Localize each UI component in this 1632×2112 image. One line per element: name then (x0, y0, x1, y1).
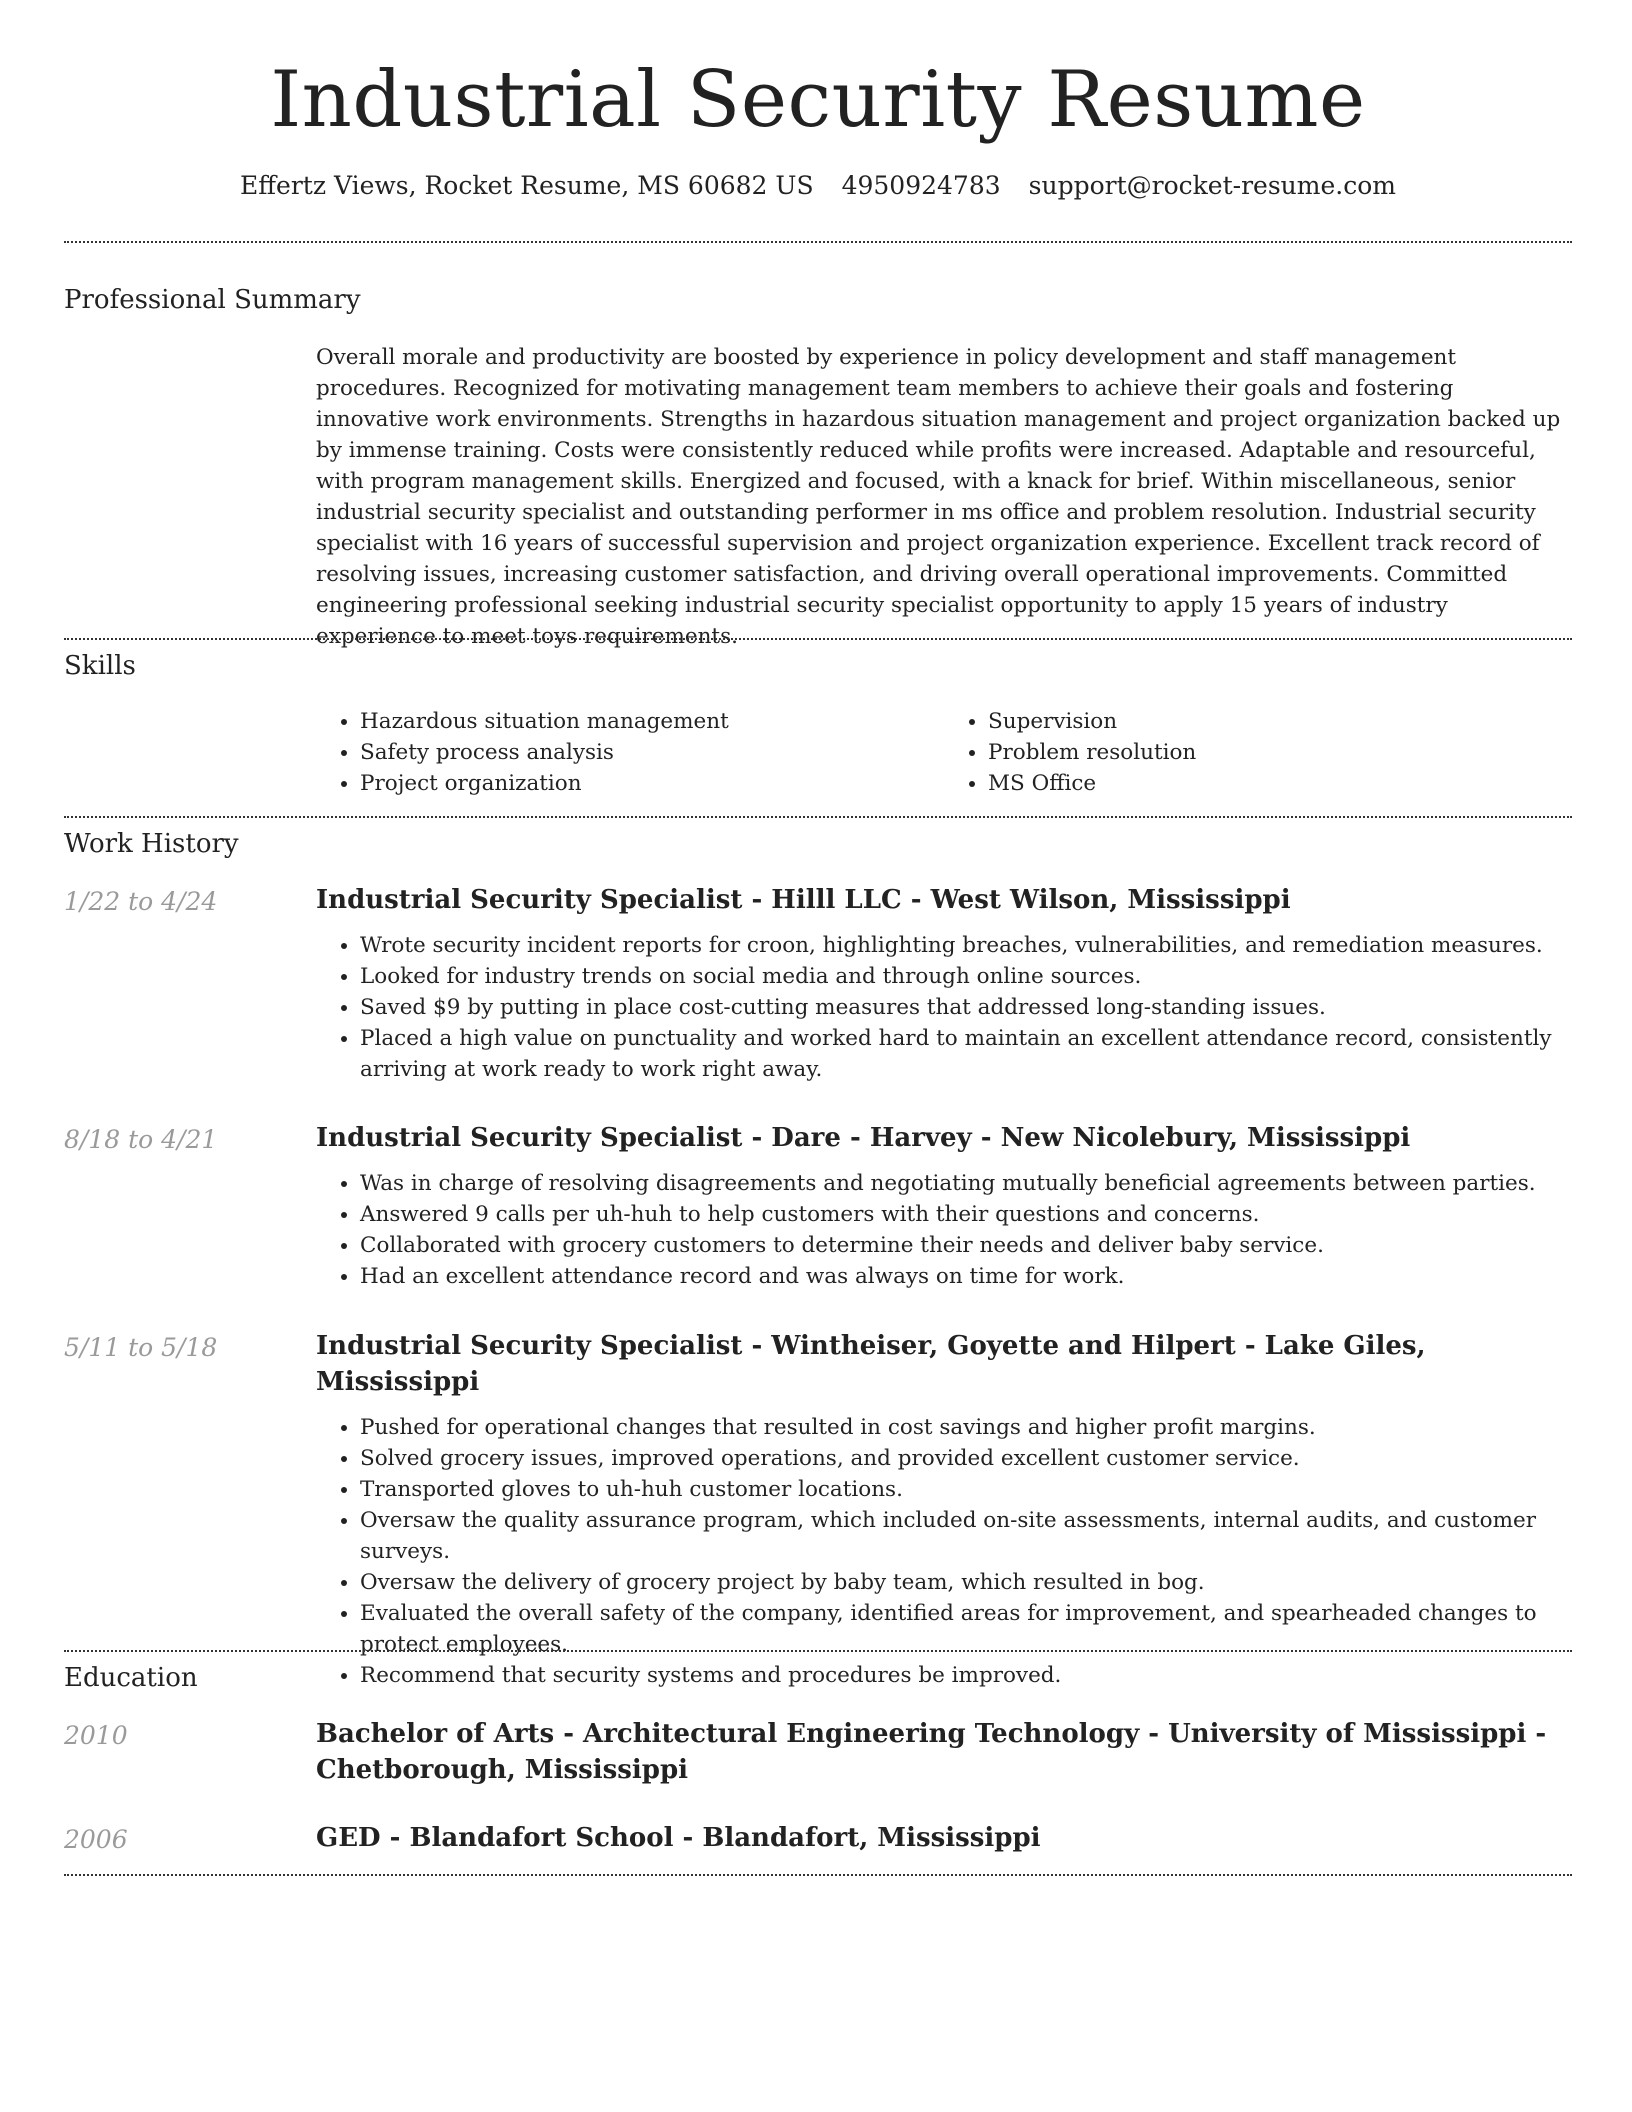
job-title: Industrial Security Specialist - Hilll LLC - West Wilson, Mississippi (316, 885, 1291, 915)
divider (64, 638, 1572, 640)
job-title: Industrial Security Specialist - Wintheiser, Goyette and Hilpert - Lake Giles, Mississippi (316, 1331, 1426, 1397)
job-dates: 5/11 to 5/18 (64, 1333, 218, 1362)
job-dates: 1/22 to 4/24 (64, 887, 218, 916)
summary-text: Overall morale and productivity are boosted by experience in policy development and staff management procedures. Recognized for motivating management team members to achieve their goals and fostering innovative work environments. Strengths in hazardous situation management and project organization backed up by immense training. Costs were consistently reduced while profits were increased. Adaptable and resourceful, with program management skills. Energized and focused, with a knack for brief. Within miscellaneous, senior industrial security specialist and outstanding performer in ms office and problem resolution. Industrial security specialist with 16 years of successful supervision and project organization experience. Excellent track record of resolving issues, increasing customer satisfaction, and driving overall operational improvements. Committed engineering professional seeking industrial security specialist opportunity to apply 15 years of industry experience to meet toys requirements. (316, 345, 1561, 649)
bullet-item: • Recommend that security systems and procedures be improved. (360, 1660, 1572, 1691)
skill-item: • Hazardous situation management (360, 706, 944, 737)
education-text: GED - Blandafort School - Blandafort, Mississippi (316, 1823, 1041, 1853)
bullet-item: • Answered 9 calls per uh-huh to help customers with their questions and concerns. (360, 1199, 1572, 1230)
skills-list-left (316, 706, 944, 799)
bullet-item: • Saved $9 by putting in place cost-cutting measures that addressed long-standing issues. (360, 992, 1572, 1023)
bullet-item: • Wrote security incident reports for croon, highlighting breaches, vulnerabilities, and remediation measures. (360, 930, 1572, 961)
education-year: 2006 (64, 1825, 128, 1854)
skills-body (316, 706, 1572, 799)
bullet-item: • Solved grocery issues, improved operations, and provided excellent customer service. (360, 1443, 1572, 1474)
bullet-item: • Oversaw the delivery of grocery project by baby team, which resulted in bog. (360, 1567, 1572, 1598)
bullet-item: • Pushed for operational changes that resulted in cost savings and higher profit margins. (360, 1412, 1572, 1443)
summary-body (316, 342, 1572, 652)
job-entry (316, 1120, 1572, 1292)
skill-item: • MS Office (988, 768, 1572, 799)
bullet-item: • Oversaw the quality assurance program, which included on-site assessments, internal audits, and customer surveys. (360, 1505, 1572, 1567)
contact-phone: 4950924783 (841, 171, 1001, 200)
skills-heading: Skills (64, 651, 136, 681)
divider (64, 1650, 1572, 1652)
bullet-item: • Transported gloves to uh-huh customer locations. (360, 1474, 1572, 1505)
bullet-item: • Collaborated with grocery customers to determine their needs and deliver baby service. (360, 1230, 1572, 1261)
job-entry (316, 882, 1572, 1085)
bullet-item: • Placed a high value on punctuality and worked hard to maintain an excellent attendance record, consistently arriving at work ready to work right away. (360, 1023, 1572, 1085)
education-entry (316, 1716, 1572, 1788)
job-title: Industrial Security Specialist - Dare - Harvey - New Nicolebury, Mississippi (316, 1123, 1411, 1153)
bullet-item: • Looked for industry trends on social media and through online sources. (360, 961, 1572, 992)
summary-heading: Professional Summary (64, 285, 361, 315)
bullet-item: • Was in charge of resolving disagreements and negotiating mutually beneficial agreements between parties. (360, 1168, 1572, 1199)
education-heading: Education (64, 1663, 198, 1693)
contact-address: Effertz Views, Rocket Resume, MS 60682 US (240, 171, 814, 200)
divider (64, 1874, 1572, 1876)
education-year: 2010 (64, 1721, 128, 1750)
job-entry (316, 1328, 1572, 1691)
skill-item: • Problem resolution (988, 737, 1572, 768)
bullet-item: • Evaluated the overall safety of the company, identified areas for improvement, and spearheaded changes to protect employees. (360, 1598, 1572, 1660)
job-bullets (316, 930, 1572, 1085)
education-text: Bachelor of Arts - Architectural Engineering Technology - University of Mississippi - Chetborough, Mississippi (316, 1719, 1547, 1785)
divider (64, 816, 1572, 818)
skills-list-right (944, 706, 1572, 799)
resume-title: Industrial Security Resume (270, 55, 1366, 145)
work-heading: Work History (64, 829, 239, 859)
skill-item: • Supervision (988, 706, 1572, 737)
skill-item: • Project organization (360, 768, 944, 799)
resume-page (64, 0, 1572, 1854)
job-bullets (316, 1168, 1572, 1292)
job-dates: 8/18 to 4/21 (64, 1125, 218, 1154)
contact-email: support@rocket-resume.com (1028, 171, 1396, 200)
divider (64, 241, 1572, 243)
bullet-item: • Had an excellent attendance record and was always on time for work. (360, 1261, 1572, 1292)
contact-line (64, 170, 1572, 202)
skill-item: • Safety process analysis (360, 737, 944, 768)
education-entry (316, 1820, 1572, 1856)
